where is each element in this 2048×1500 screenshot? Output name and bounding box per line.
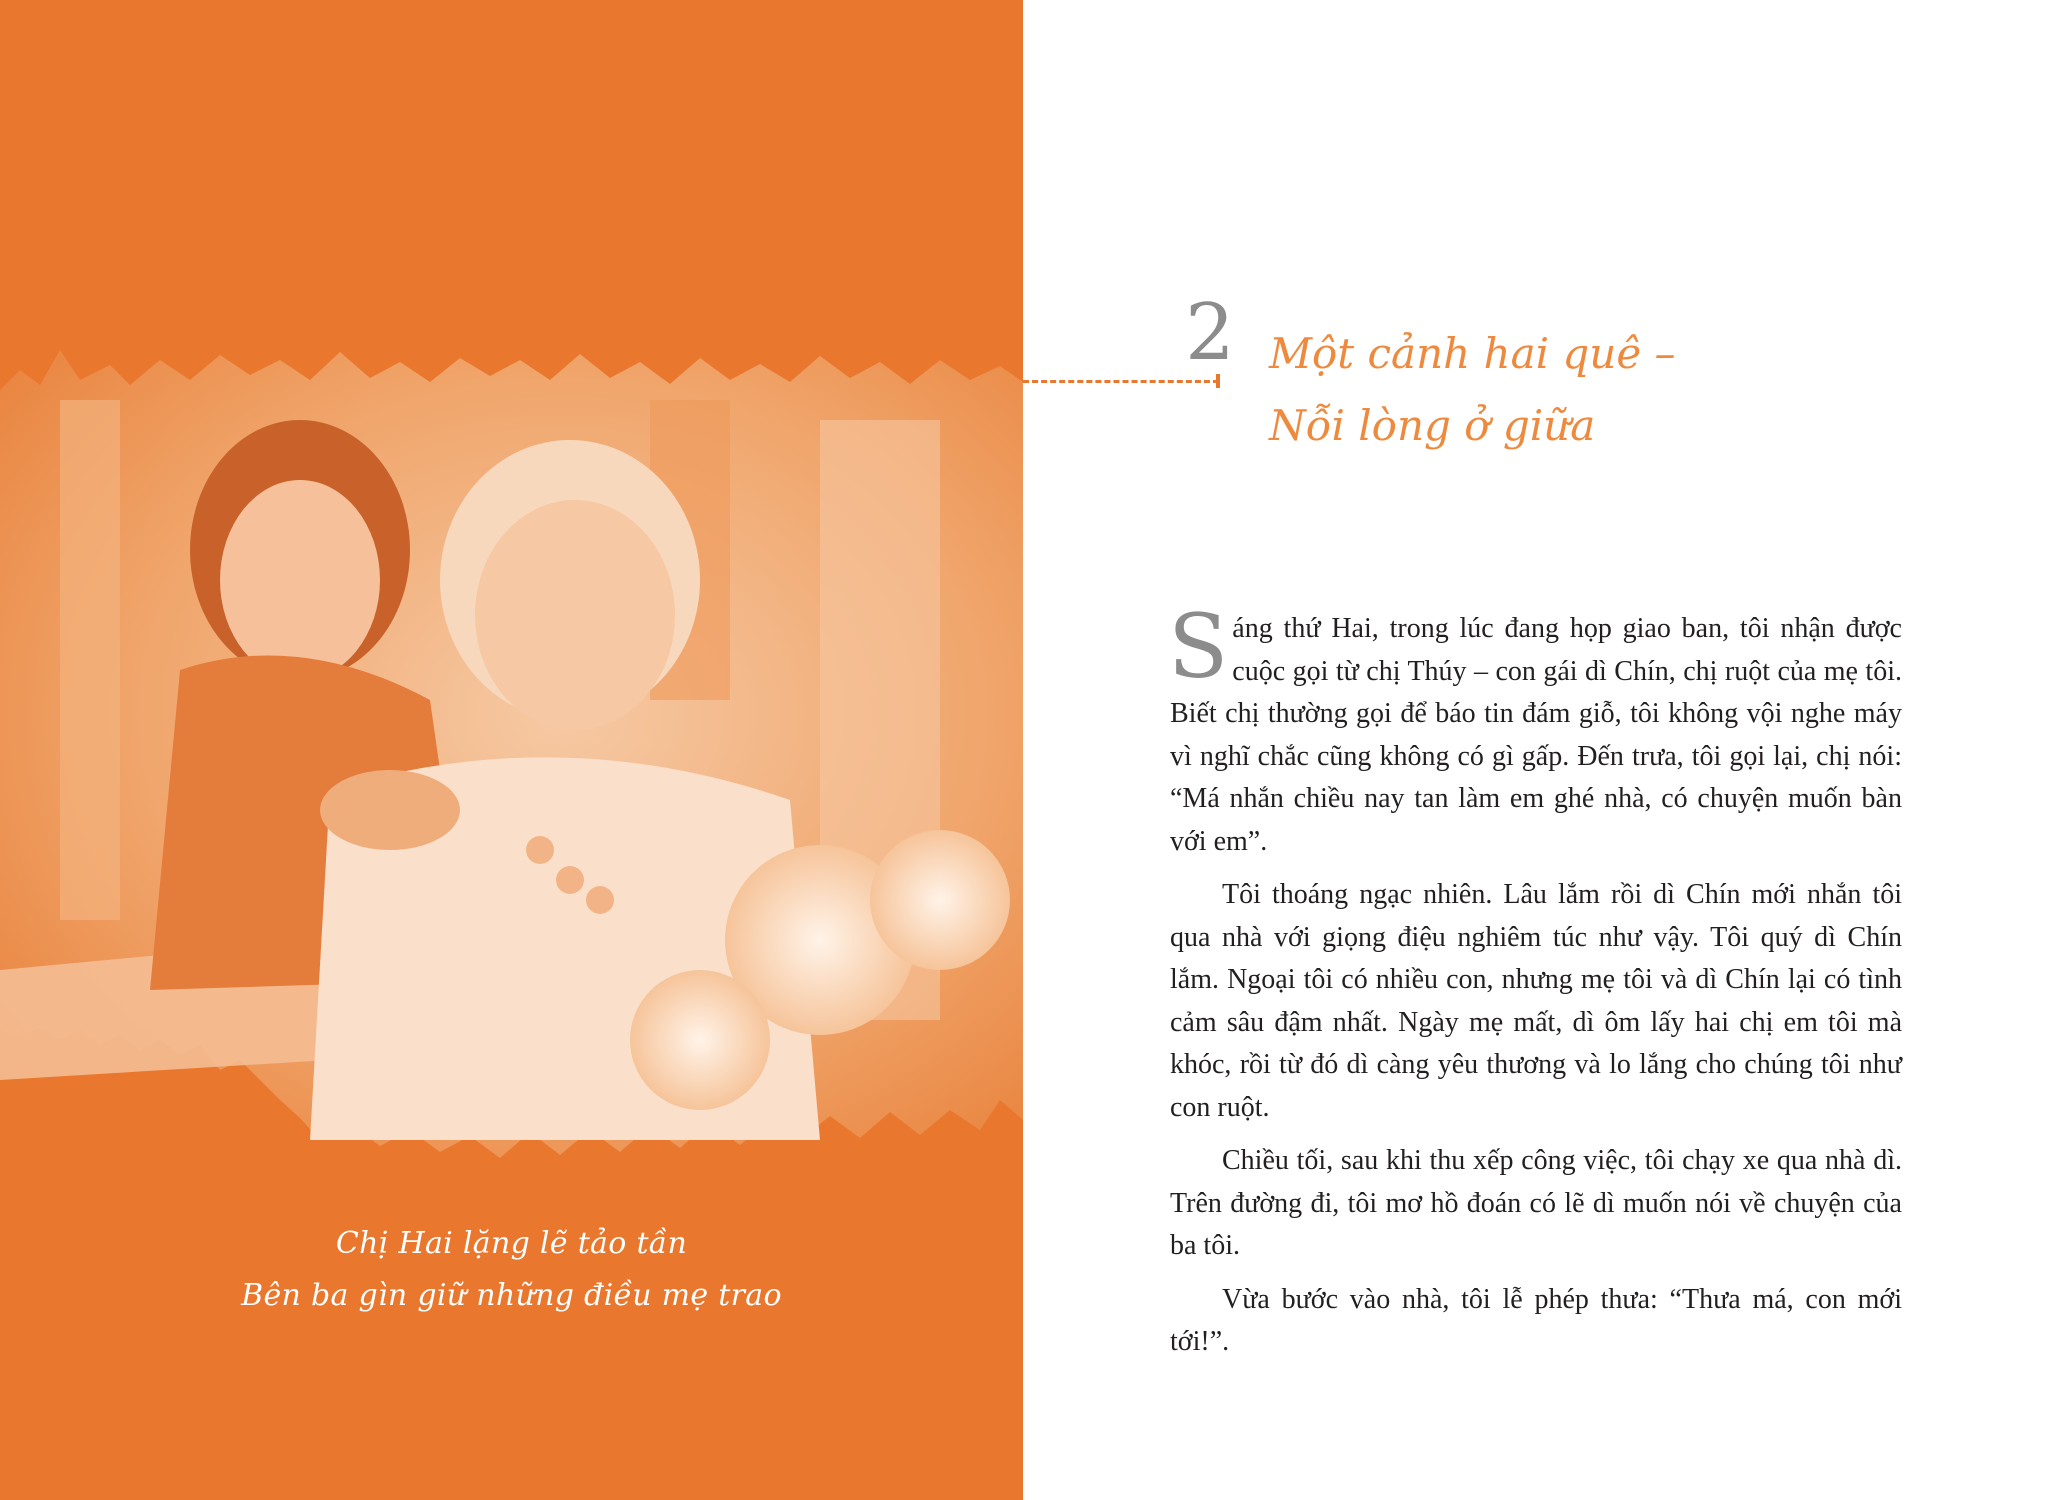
caption-line-2: Bên ba gìn giữ những điều mẹ trao	[241, 1278, 782, 1313]
chapter-title-line-2: Nỗi lòng ở giữa	[1269, 401, 1596, 450]
chapter-title-line-1: Một cảnh hai quê –	[1269, 329, 1676, 378]
chapter-title	[1269, 318, 1989, 462]
chapter-number: 2	[1185, 288, 1235, 378]
paragraph-1	[1168, 595, 1902, 863]
paragraph-1-text: áng thứ Hai, trong lúc đang họp giao ban, tôi nhận được cuộc gọi từ chị Thúy – con gái dì Chín, chị ruột của mẹ tôi. Biết chị thường gọi để báo tin đám giỗ, tôi không vội nghe máy vì nghĩ chắc cũng không có gì gấp. Đến trưa, tôi gọi lại, chị nói: “Má nhắn chiều nay tan làm em ghé nhà, có chuyện muốn bàn với em”.	[1170, 613, 1902, 857]
right-page	[1023, 0, 2048, 1500]
paragraph-3: Chiều tối, sau khi thu xếp công việc, tôi chạy xe qua nhà dì. Trên đường đi, tôi mơ hồ đoán có lẽ dì muốn nói về chuyện của ba tôi.	[1170, 1145, 1902, 1261]
left-page	[0, 0, 1023, 1500]
caption-line-1: Chị Hai lặng lẽ tảo tần	[335, 1226, 688, 1261]
drop-cap: S	[1168, 595, 1229, 698]
paragraph-4: Vừa bước vào nhà, tôi lễ phép thưa: “Thưa má, con mới tới!”.	[1170, 1283, 1902, 1357]
photo-two-women-icon	[0, 340, 1023, 1170]
photo-caption	[0, 1218, 1023, 1322]
body-text	[1168, 595, 1902, 1375]
chapter-leader-line	[1023, 380, 1219, 383]
paragraph-2: Tôi thoáng ngạc nhiên. Lâu lắm rồi dì Chín mới nhắn tôi qua nhà với giọng điệu nghiêm túc như vậy. Tôi quý dì Chín lắm. Ngoại tôi có nhiều con, nhưng mẹ tôi và dì Chín lại có tình cảm sâu đậm nhất. Ngày mẹ mất, dì ôm lấy hai chị em tôi mà khóc, rồi từ đó dì càng yêu thương và lo lắng cho chúng tôi như con ruột.	[1170, 879, 1902, 1123]
